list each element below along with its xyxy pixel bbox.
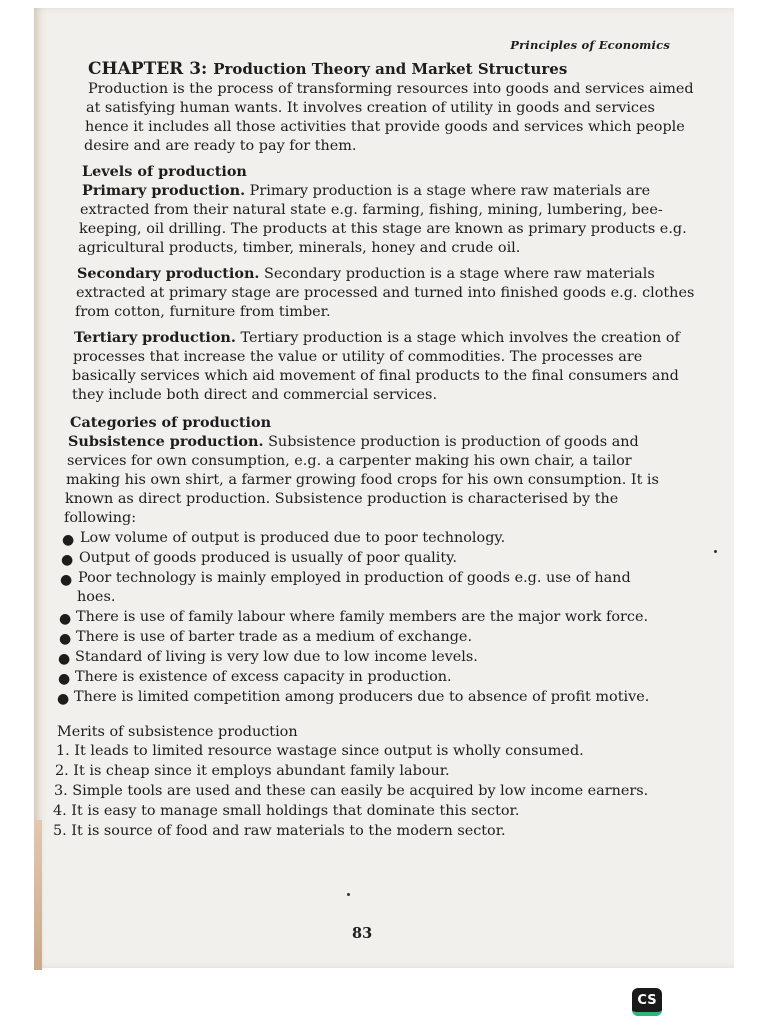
chapter-title: Production Theory and Market Structures bbox=[213, 60, 568, 78]
print-speck bbox=[714, 550, 717, 553]
paragraph-line: services for own consumption, e.g. a carpenter making his own chair, a tailor bbox=[67, 453, 632, 469]
bullet-icon: ● bbox=[62, 532, 75, 548]
bullet-item: There is existence of excess capacity in production. bbox=[75, 669, 452, 685]
paragraph-line: keeping, oil drilling. The products at this stage are known as primary products e.g. bbox=[79, 221, 687, 237]
bullet-icon: ● bbox=[60, 572, 73, 588]
camscanner-badge-icon: CS bbox=[632, 988, 662, 1016]
tertiary-production-line: Tertiary production. Tertiary production is a stage which involves the creation of bbox=[74, 329, 680, 346]
subsistence-production-term: Subsistence production. bbox=[68, 433, 264, 450]
intro-line: desire and are ready to pay for them. bbox=[84, 138, 357, 154]
section-heading-categories: Categories of production bbox=[70, 414, 272, 431]
paragraph-line: extracted at primary stage are processed and turned into finished goods e.g. clothes bbox=[76, 285, 695, 301]
bullet-item: Poor technology is mainly employed in production of goods e.g. use of hand bbox=[78, 570, 631, 586]
primary-production-line: Primary production. Primary production is a stage where raw materials are bbox=[82, 182, 651, 199]
merit-item: 2. It is cheap since it employs abundant family labour. bbox=[55, 763, 450, 779]
primary-production-term: Primary production. bbox=[82, 182, 246, 199]
chapter-heading bbox=[88, 60, 567, 78]
paragraph-line: processes that increase the value or utility of commodities. The processes are bbox=[73, 349, 643, 365]
paragraph-line: agricultural products, timber, minerals, honey and crude oil. bbox=[78, 240, 521, 256]
paragraph-line: they include both direct and commercial services. bbox=[72, 387, 438, 403]
bullet-item: Low volume of output is produced due to poor technology. bbox=[80, 530, 506, 546]
intro-line: hence it includes all those activities that provide goods and services which people bbox=[85, 119, 685, 135]
running-header: Principles of Economics bbox=[510, 38, 670, 52]
bullet-item: Output of goods produced is usually of poor quality. bbox=[79, 550, 457, 566]
bullet-item-continued: hoes. bbox=[77, 589, 116, 605]
bullet-icon: ● bbox=[59, 611, 72, 627]
secondary-production-term: Secondary production. bbox=[77, 265, 260, 282]
tertiary-production-term: Tertiary production. bbox=[74, 329, 236, 346]
section-heading-levels: Levels of production bbox=[82, 163, 247, 180]
intro-line: at satisfying human wants. It involves creation of utility in goods and services bbox=[86, 100, 655, 116]
merit-item: 3. Simple tools are used and these can easily be acquired by low income earners. bbox=[54, 783, 649, 799]
chapter-label: CHAPTER 3: bbox=[88, 59, 208, 79]
paragraph-line: following: bbox=[64, 510, 137, 526]
paragraph-line: from cotton, furniture from timber. bbox=[75, 304, 331, 320]
bullet-item: Standard of living is very low due to low income levels. bbox=[75, 649, 478, 665]
bullet-item: There is use of family labour where family members are the major work force. bbox=[76, 609, 649, 625]
bullet-item: There is use of barter trade as a medium of exchange. bbox=[76, 629, 473, 645]
bullet-icon: ● bbox=[58, 651, 71, 667]
bullet-icon: ● bbox=[58, 671, 71, 687]
intro-line: Production is the process of transforming resources into goods and services aimed bbox=[88, 81, 694, 97]
print-speck bbox=[347, 893, 350, 896]
subsistence-production-line: Subsistence production. Subsistence production is production of goods and bbox=[68, 433, 639, 450]
paragraph-line: basically services which aid movement of final products to the final consumers and bbox=[72, 368, 679, 384]
bullet-icon: ● bbox=[59, 631, 72, 647]
secondary-production-line: Secondary production. Secondary production is a stage where raw materials bbox=[77, 265, 655, 282]
page-number: 83 bbox=[352, 925, 373, 942]
merit-item: 4. It is easy to manage small holdings that dominate this sector. bbox=[53, 803, 520, 819]
merits-heading: Merits of subsistence production bbox=[57, 724, 298, 740]
bullet-icon: ● bbox=[61, 552, 74, 568]
merit-item: 1. It leads to limited resource wastage since output is wholly consumed. bbox=[56, 743, 584, 759]
paragraph-line: known as direct production. Subsistence production is characterised by the bbox=[65, 491, 619, 507]
merit-item: 5. It is source of food and raw materials to the modern sector. bbox=[53, 823, 506, 839]
paragraph-line: making his own shirt, a farmer growing food crops for his own consumption. It is bbox=[66, 472, 659, 488]
paragraph-line: extracted from their natural state e.g. farming, fishing, mining, lumbering, bee- bbox=[80, 202, 663, 218]
bullet-item: There is limited competition among producers due to absence of profit motive. bbox=[74, 689, 650, 705]
bullet-icon: ● bbox=[57, 691, 70, 707]
